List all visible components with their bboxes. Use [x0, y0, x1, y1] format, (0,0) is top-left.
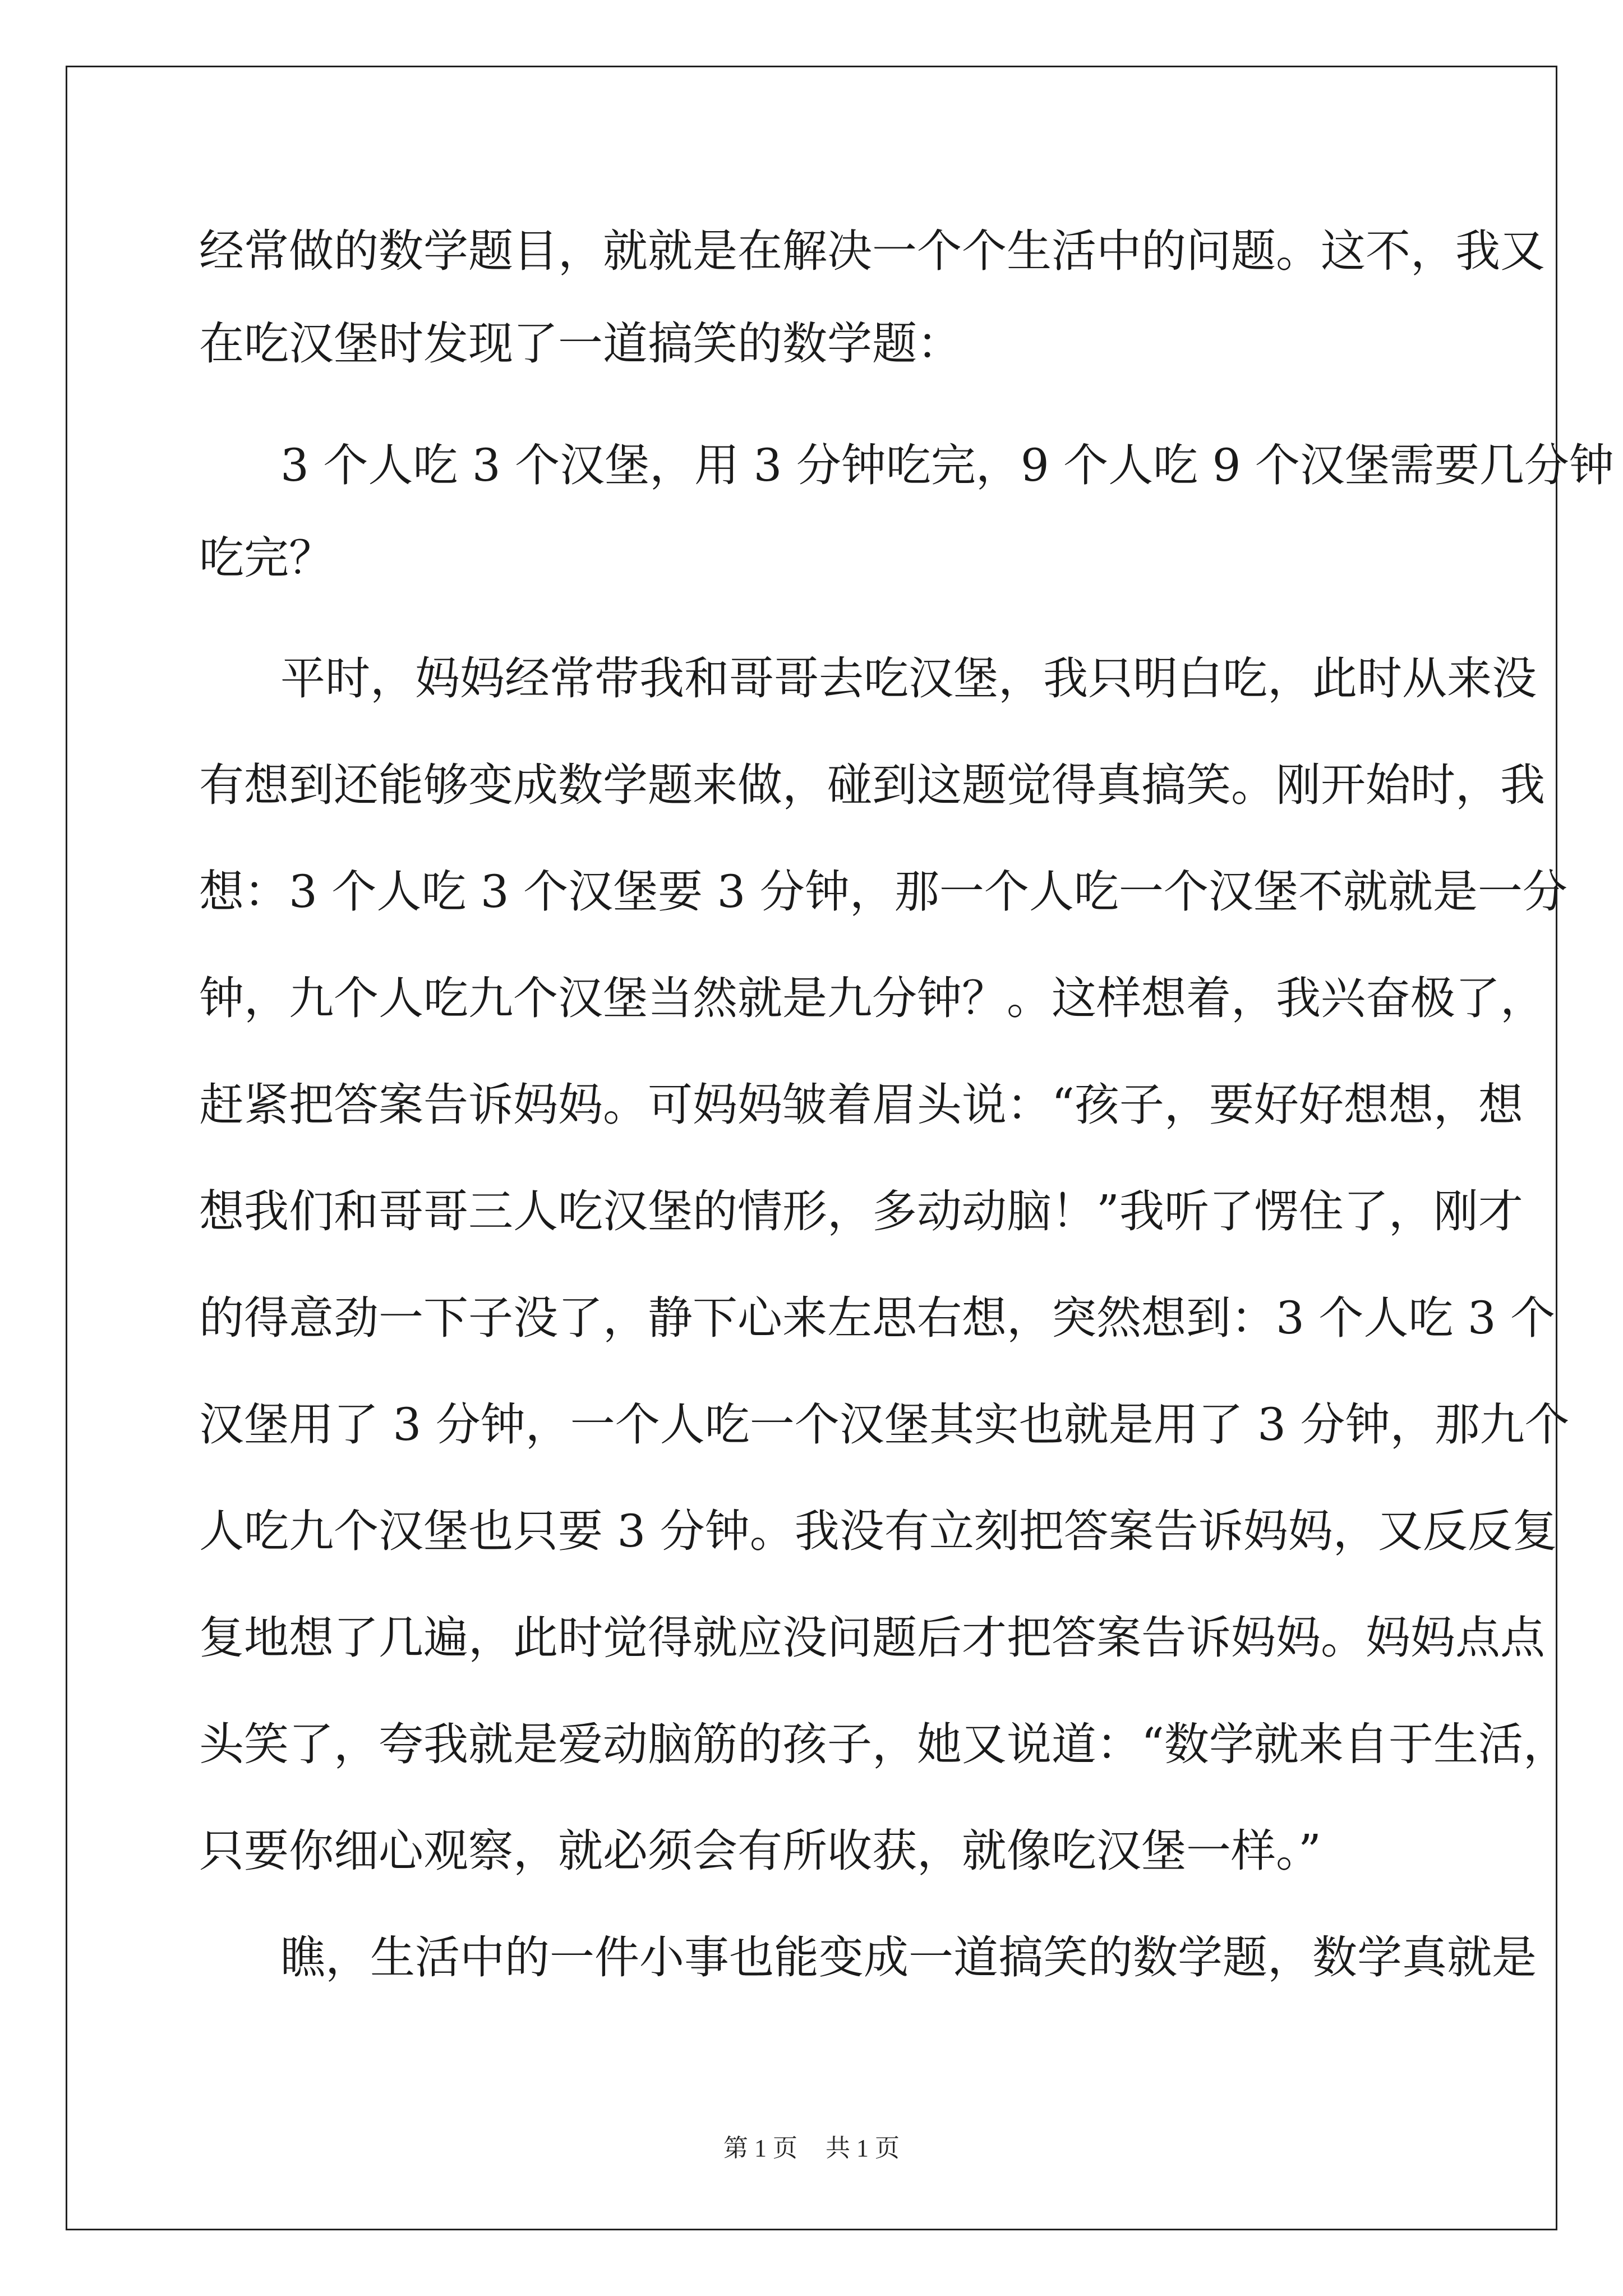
- text-line: 只要你细心观察，就必须会有所收获，就像吃汉堡一样。”: [199, 1825, 1321, 1877]
- text-line: 有想到还能够变成数学题来做，碰到这题觉得真搞笑。刚开始时，我: [199, 759, 1545, 811]
- text-line: 平时，妈妈经常带我和哥哥去吃汉堡，我只明白吃，此时从来没: [280, 652, 1537, 705]
- text-line: 赶紧把答案告诉妈妈。可妈妈皱着眉头说：“孩子，要好好想想，想: [199, 1079, 1523, 1131]
- text-line: 想：3 个人吃 3 个汉堡要 3 分钟，那一个人吃一个汉堡不就就是一分: [199, 866, 1567, 918]
- text-line: 经常做的数学题目，就就是在解决一个个生活中的问题。这不，我又: [199, 225, 1545, 277]
- page-number: 第 1 页: [723, 2134, 797, 2162]
- text-line: 吃完？: [199, 532, 334, 584]
- text-line: 3 个人吃 3 个汉堡，用 3 分钟吃完，9 个人吃 9 个汉堡需要几分钟: [280, 439, 1614, 491]
- text-line: 在吃汉堡时发现了一道搞笑的数学题：: [199, 318, 962, 370]
- page-footer: [0, 2132, 1623, 2165]
- page-total: 共 1 页: [826, 2134, 900, 2162]
- text-line: 人吃九个汉堡也只要 3 分钟。我没有立刻把答案告诉妈妈，又反反复: [199, 1505, 1557, 1557]
- text-line: 的得意劲一下子没了，静下心来左思右想，突然想到：3 个人吃 3 个: [199, 1292, 1556, 1344]
- page-border: [66, 66, 1614, 2230]
- text-line: 想我们和哥哥三人吃汉堡的情形，多动动脑！”我听了愣住了，刚才: [199, 1185, 1523, 1237]
- text-line: 钟，九个人吃九个汉堡当然就是九分钟？。这样想着，我兴奋极了，: [199, 972, 1545, 1024]
- text-line: 头笑了，夸我就是爱动脑筋的孩子，她又说道：“数学就来自于生活，: [199, 1718, 1568, 1770]
- text-line: 汉堡用了 3 分钟，一个人吃一个汉堡其实也就是用了 3 分钟，那九个: [199, 1398, 1570, 1451]
- text-line: 瞧，生活中的一件小事也能变成一道搞笑的数学题，数学真就是: [280, 1931, 1537, 1984]
- text-line: 复地想了几遍，此时觉得就应没问题后才把答案告诉妈妈。妈妈点点: [199, 1612, 1545, 1664]
